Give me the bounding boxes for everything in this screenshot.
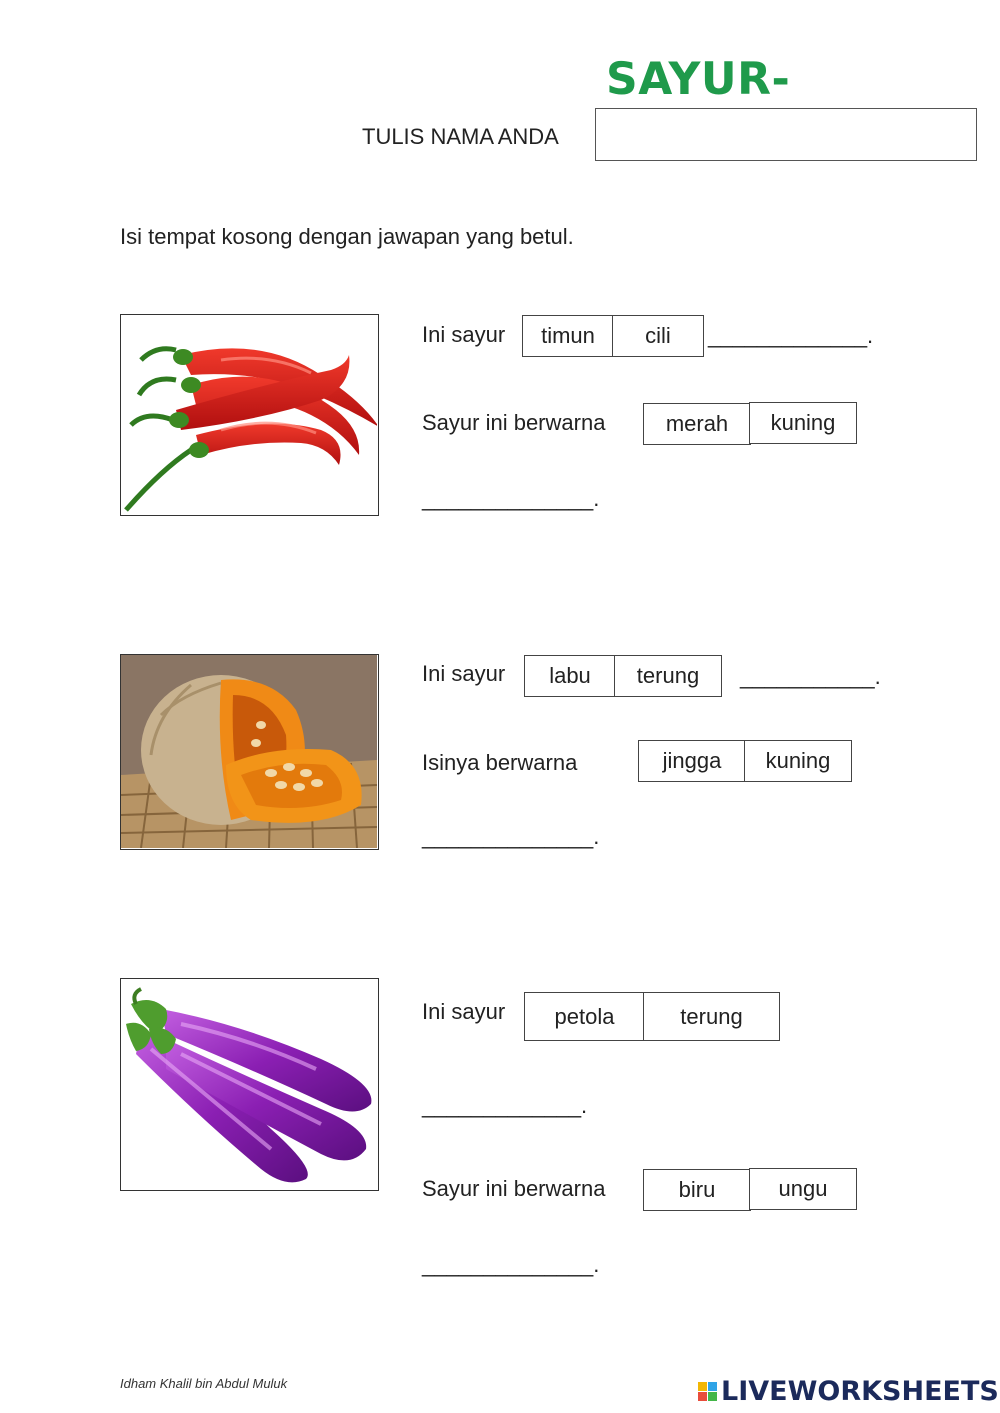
s3-question2-text: Sayur ini berwarna <box>422 1176 606 1201</box>
brand-text: LIVEWORKSHEETS <box>721 1376 999 1407</box>
name-label: TULIS NAMA ANDA <box>362 124 559 149</box>
s1-option-timun[interactable]: timun <box>522 315 614 357</box>
s1-answer-blank-2[interactable]: ______________. <box>422 486 600 511</box>
s2-question1-text: Ini sayur <box>422 661 506 686</box>
s3-option-petola[interactable]: petola <box>524 992 645 1041</box>
eggplant-illustration <box>121 979 377 1189</box>
worksheet-title: SAYUR- <box>606 52 791 105</box>
s1-question1-text: Ini sayur <box>422 322 506 347</box>
s2-answer-blank-1[interactable]: ___________. <box>740 664 881 689</box>
s3-option-ungu[interactable]: ungu <box>749 1168 857 1210</box>
pumpkin-image <box>120 654 379 850</box>
s3-answer-blank-2[interactable]: ______________. <box>422 1252 600 1277</box>
liveworksheets-brand[interactable] <box>698 1376 999 1407</box>
s2-question2-text: Isinya berwarna <box>422 750 578 775</box>
author-credit: Idham Khalil bin Abdul Muluk <box>120 1376 288 1391</box>
s2-answer-blank-2[interactable]: ______________. <box>422 824 600 849</box>
s2-option-kuning[interactable]: kuning <box>744 740 852 782</box>
s3-answer-blank-1[interactable]: _____________. <box>422 1093 588 1118</box>
name-input-box[interactable] <box>595 108 977 161</box>
s3-option-biru[interactable]: biru <box>643 1169 751 1211</box>
s2-option-jingga[interactable]: jingga <box>638 740 746 782</box>
chili-illustration <box>121 315 377 514</box>
s1-question2-text: Sayur ini berwarna <box>422 410 606 435</box>
liveworksheets-logo-icon <box>698 1382 717 1401</box>
s1-option-kuning[interactable]: kuning <box>749 402 857 444</box>
s3-question1-text: Ini sayur <box>422 999 506 1024</box>
eggplant-image <box>120 978 379 1191</box>
instruction-text: Isi tempat kosong dengan jawapan yang betul. <box>120 224 574 249</box>
s1-option-cili[interactable]: cili <box>612 315 704 357</box>
pumpkin-illustration <box>121 655 377 848</box>
s1-answer-blank-1[interactable]: _____________. <box>708 323 874 348</box>
s2-option-labu[interactable]: labu <box>524 655 616 697</box>
s1-option-merah[interactable]: merah <box>643 403 751 445</box>
chili-image <box>120 314 379 516</box>
s2-option-terung[interactable]: terung <box>614 655 722 697</box>
s3-option-terung[interactable]: terung <box>643 992 780 1041</box>
